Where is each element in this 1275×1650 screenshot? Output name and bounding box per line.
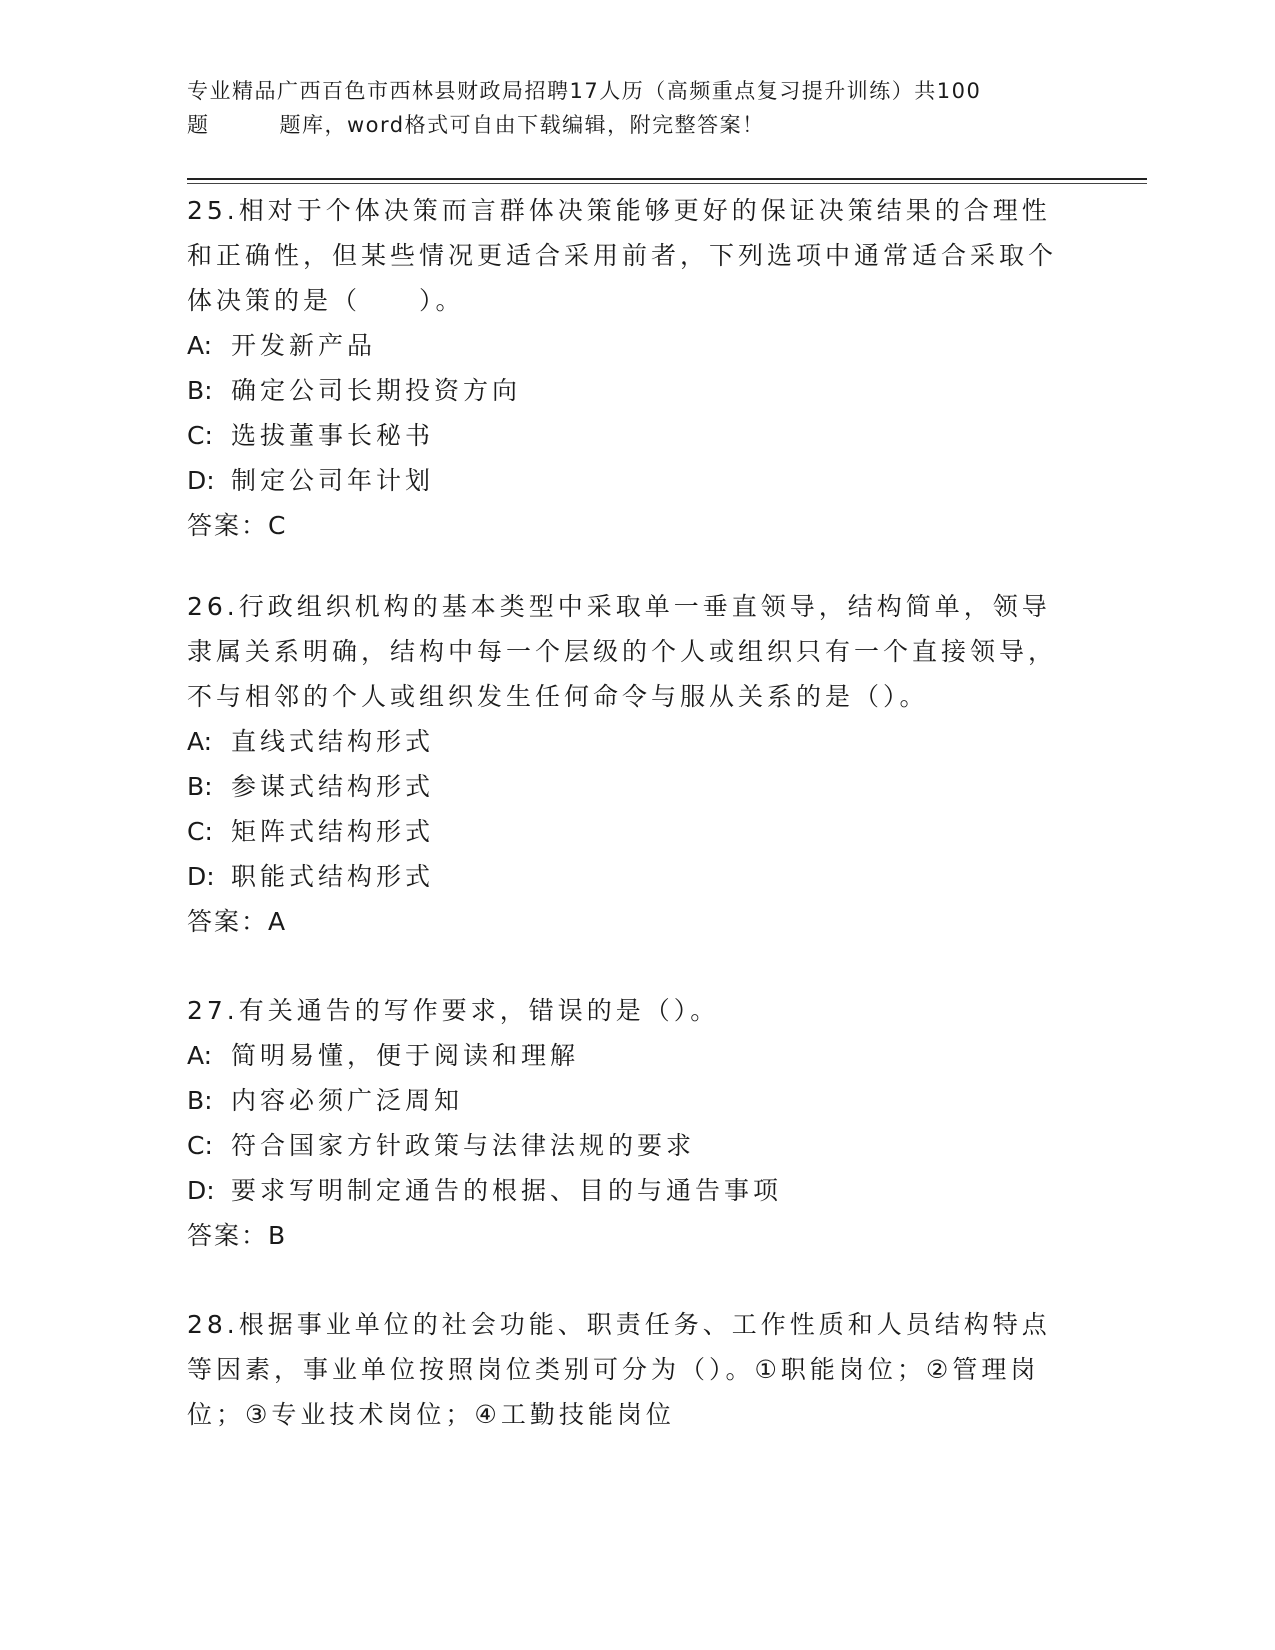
- answer-line: [187, 899, 1067, 944]
- document-page: [187, 0, 1147, 1650]
- answer-label: 答案：: [187, 1221, 269, 1250]
- option-text: 矩阵式结构形式: [231, 817, 435, 846]
- option-text: 要求写明制定通告的根据、目的与通告事项: [231, 1176, 783, 1205]
- answer-line: [187, 503, 1067, 548]
- option-letter: D:: [187, 862, 215, 891]
- option-b: [187, 764, 1067, 809]
- question-stem: 27.有关通告的写作要求，错误的是（）。: [187, 996, 720, 1025]
- option-letter: C:: [187, 817, 213, 846]
- question-25: [187, 188, 1067, 548]
- option-c: [187, 809, 1067, 854]
- option-text: 简明易懂，便于阅读和理解: [231, 1041, 580, 1070]
- header-divider-thin: [187, 183, 1147, 184]
- option-letter: B:: [187, 772, 213, 801]
- option-letter: A:: [187, 727, 213, 756]
- answer-label: 答案：: [187, 511, 269, 540]
- question-stem: 28.根据事业单位的社会功能、职责任务、工作性质和人员结构特点等因素，事业单位按照岗位类别可分为（）。①职能岗位；②管理岗位；③专业技术岗位；④工勤技能岗位: [187, 1310, 1051, 1429]
- answer-label: 答案：: [187, 907, 269, 936]
- header-subtitle-right: 题库，word格式可自由下载编辑，附完整答案！: [279, 113, 765, 137]
- option-letter: D:: [187, 466, 215, 495]
- option-b: [187, 1078, 1067, 1123]
- header-divider-thick: [187, 178, 1147, 180]
- option-d: [187, 854, 1067, 899]
- option-a: [187, 323, 1067, 368]
- header-subtitle-left: 题: [187, 113, 210, 137]
- option-letter: C:: [187, 421, 213, 450]
- option-d: [187, 1168, 1067, 1213]
- document-header: [187, 74, 1087, 142]
- option-text: 符合国家方针政策与法律法规的要求: [231, 1131, 696, 1160]
- option-d: [187, 458, 1067, 503]
- option-letter: C:: [187, 1131, 213, 1160]
- option-text: 开发新产品: [231, 331, 377, 360]
- option-text: 参谋式结构形式: [231, 772, 435, 801]
- option-a: [187, 1033, 1067, 1078]
- question-stem: 25.相对于个体决策而言群体决策能够更好的保证决策结果的合理性和正确性，但某些情况更适合采用前者，下列选项中通常适合采取个体决策的是（ ）。: [187, 196, 1058, 315]
- option-text: 选拔董事长秘书: [231, 421, 435, 450]
- option-text: 内容必须广泛周知: [231, 1086, 464, 1115]
- question-27: [187, 988, 1067, 1258]
- option-letter: A:: [187, 1041, 213, 1070]
- option-c: [187, 413, 1067, 458]
- option-text: 直线式结构形式: [231, 727, 435, 756]
- question-26: [187, 584, 1067, 944]
- question-28: [187, 1302, 1067, 1437]
- option-letter: B:: [187, 1086, 213, 1115]
- option-a: [187, 719, 1067, 764]
- answer-value: B: [268, 1221, 286, 1250]
- option-c: [187, 1123, 1067, 1168]
- header-subtitle-line: [187, 108, 1087, 142]
- answer-line: [187, 1213, 1067, 1258]
- question-stem: 26.行政组织机构的基本类型中采取单一垂直领导，结构简单，领导隶属关系明确，结构中每一个层级的个人或组织只有一个直接领导，不与相邻的个人或组织发生任何命令与服从关系的是（）。: [187, 592, 1058, 711]
- option-letter: A:: [187, 331, 213, 360]
- option-letter: D:: [187, 1176, 215, 1205]
- question-list: [187, 188, 1067, 1481]
- answer-value: C: [268, 511, 286, 540]
- option-text: 确定公司长期投资方向: [231, 376, 522, 405]
- answer-value: A: [268, 907, 286, 936]
- option-text: 制定公司年计划: [231, 466, 435, 495]
- option-b: [187, 368, 1067, 413]
- option-text: 职能式结构形式: [231, 862, 435, 891]
- option-letter: B:: [187, 376, 213, 405]
- header-title-line: 专业精品广西百色市西林县财政局招聘17人历（高频重点复习提升训练）共100: [187, 79, 982, 103]
